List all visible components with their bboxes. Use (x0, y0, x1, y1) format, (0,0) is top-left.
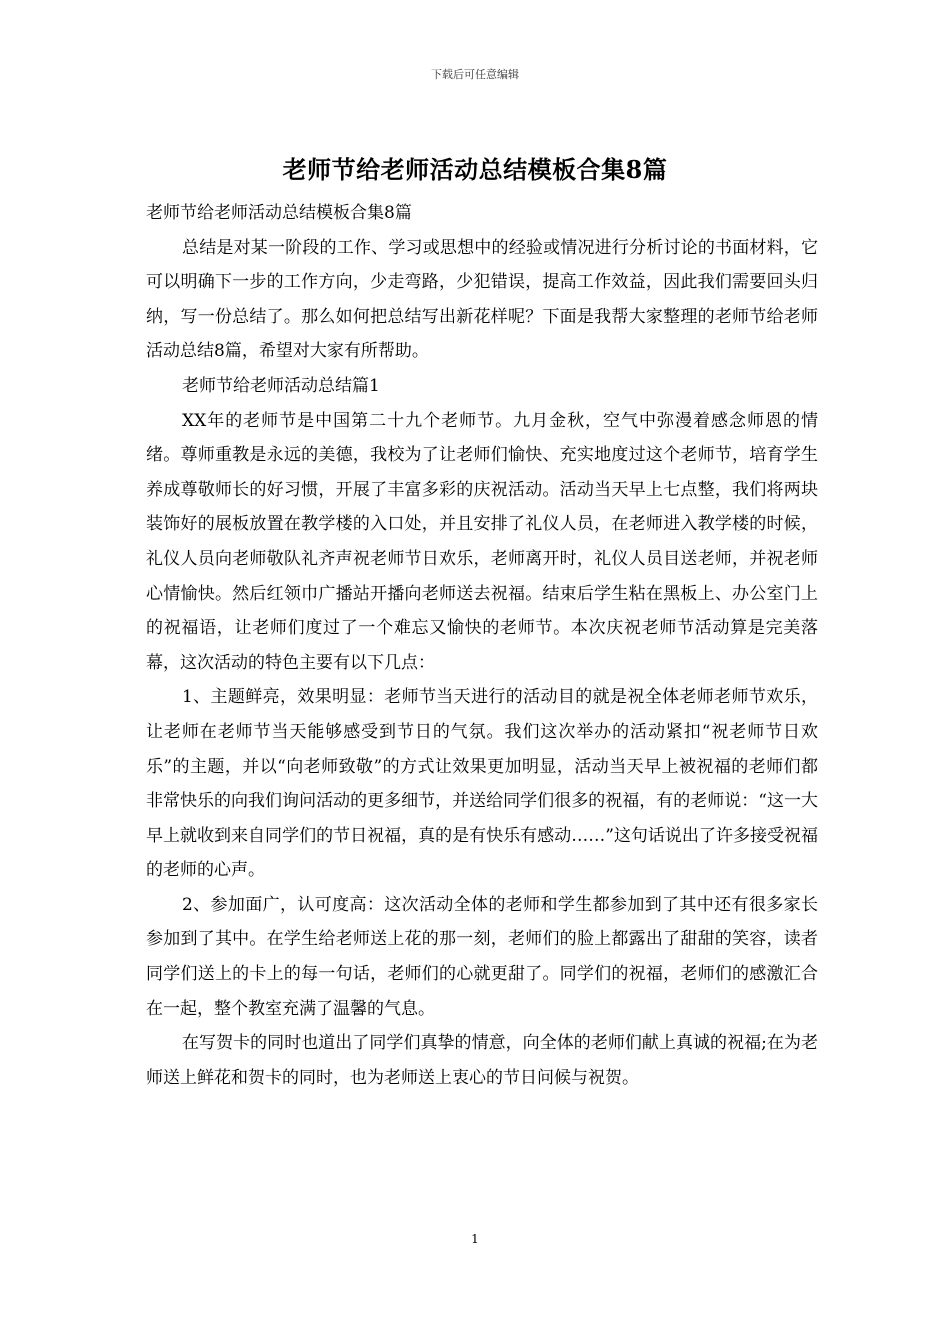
subtitle-line: 老师节给老师活动总结模板合集8篇 (146, 203, 412, 223)
document-title: 老师节给老师活动总结模板合集8篇 (282, 155, 668, 184)
body-paragraph: 1、主题鲜亮，效果明显：老师节当天进行的活动目的就是祝全体老师老师节欢乐，让老师在老师节当天能够感受到节日的气氛。我们这次举办的活动紧扣“祝老师节日欢乐”的主题，并以“向老师致敬”的方式让效果更加明显，活动当天早上被祝福的老师们都非常快乐的向我们询问活动的更多细节，并送给同学们很多的祝福，有的老师说：“这一大早上就收到来自同学们的节日祝福，真的是有快乐有感动……”这句话说出了许多接受祝福的老师的心声。 (146, 687, 818, 881)
body-paragraph: XX年的老师节是中国第二十九个老师节。九月金秋，空气中弥漫着感念师恩的情绪。尊师重教是永远的美德，我校为了让老师们愉快、充实地度过这个老师节，培育学生养成尊敬师长的好习惯，开展了丰富多彩的庆祝活动。活动当天早上七点整，我们将两块装饰好的展板放置在教学楼的入口处，并且安排了礼仪人员，在老师进入教学楼的时候，礼仪人员向老师敬队礼齐声祝老师节日欢乐，老师离开时，礼仪人员目送老师，并祝老师心情愉快。然后红领巾广播站开播向老师送去祝福。结束后学生粘在黑板上、办公室门上的祝福语，让老师们度过了一个难忘又愉快的老师节。本次庆祝老师节活动算是完美落幕，这次活动的特色主要有以下几点： (146, 410, 818, 673)
body-paragraph: 在写贺卡的同时也道出了同学们真挚的情意，向全体的老师们献上真诚的祝福;在为老师送上鲜花和贺卡的同时，也为老师送上衷心的节日问候与祝贺。 (146, 1033, 818, 1088)
header-note: 下载后可任意编辑 (431, 68, 519, 81)
intro-paragraph: 总结是对某一阶段的工作、学习或思想中的经验或情况进行分析讨论的书面材料，它可以明确下一步的工作方向，少走弯路，少犯错误，提高工作效益，因此我们需要回头归纳，写一份总结了。那么如何把总结写出新花样呢？下面是我帮大家整理的老师节给老师活动总结8篇，希望对大家有所帮助。 (146, 237, 818, 362)
section-heading: 老师节给老师活动总结篇1 (182, 375, 380, 396)
body-paragraph: 2、参加面广，认可度高：这次活动全体的老师和学生都参加到了其中还有很多家长参加到了其中。在学生给老师送上花的那一刻，老师们的脸上都露出了甜甜的笑容，读者同学们送上的卡上的每一句话，老师们的心就更甜了。同学们的祝福，老师们的感激汇合在一起，整个教室充满了温馨的气息。 (146, 894, 818, 1019)
document-body (146, 196, 818, 1095)
page-number: 1 (471, 1232, 479, 1246)
